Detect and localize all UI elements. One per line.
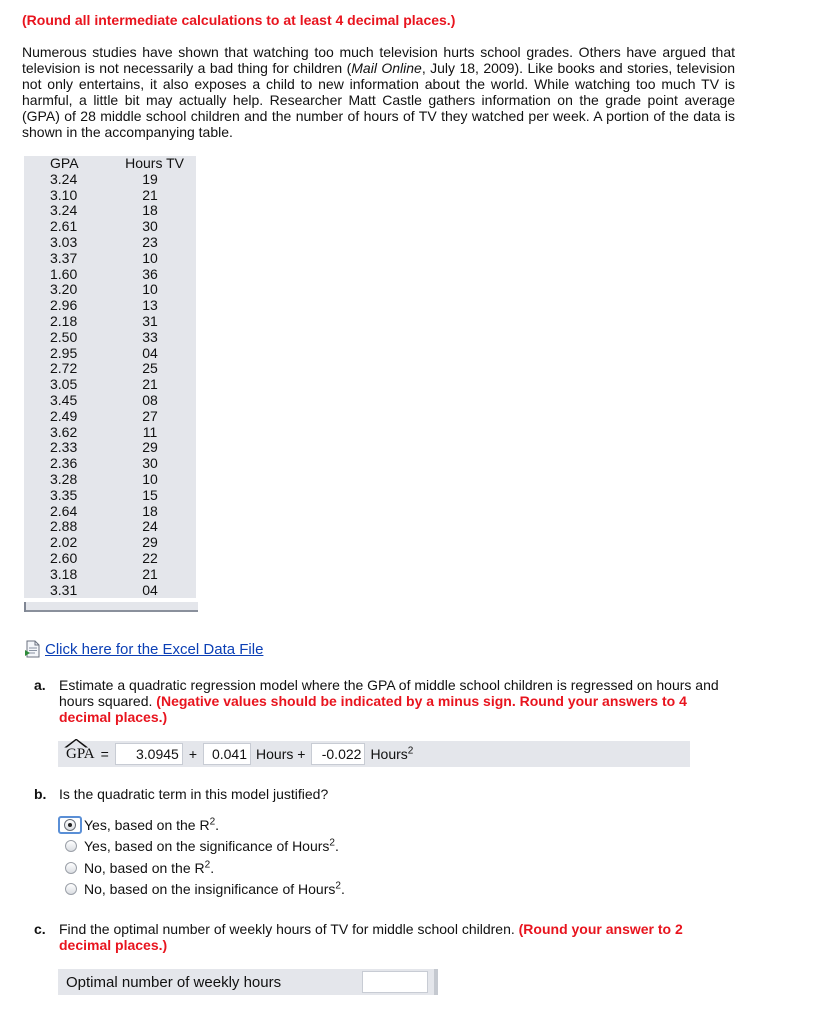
- table-row: [24, 583, 196, 599]
- option-label-sup: 2: [204, 859, 211, 871]
- hours-cell: 21: [104, 567, 196, 583]
- gpa-cell: 3.24: [24, 172, 104, 188]
- intro-source: Mail Online: [351, 60, 422, 76]
- hours-cell: 29: [104, 535, 196, 551]
- radio-wrapper: [58, 862, 82, 874]
- hours-cell: 23: [104, 235, 196, 251]
- optimal-hours-label: Optimal number of weekly hours: [66, 973, 282, 991]
- table-row: [24, 330, 196, 346]
- table-row: [24, 567, 196, 583]
- table-row: [24, 314, 196, 330]
- table-row: [24, 393, 196, 409]
- option-yes-significance[interactable]: [58, 836, 345, 858]
- table-row: [24, 235, 196, 251]
- table-row: [24, 409, 196, 425]
- hours-cell: 10: [104, 282, 196, 298]
- table-header-row: [24, 156, 196, 172]
- radio-button[interactable]: [65, 862, 77, 874]
- gpa-cell: 2.64: [24, 504, 104, 520]
- table-row: [24, 488, 196, 504]
- data-table: [24, 156, 196, 598]
- hours-cell: 29: [104, 440, 196, 456]
- question-c-text: Find the optimal number of weekly hours of TV for middle school children.: [59, 921, 515, 937]
- option-label-tail: .: [215, 816, 220, 833]
- hours-squared-term: [370, 746, 413, 762]
- gpa-cell: 2.72: [24, 361, 104, 377]
- question-b: [34, 786, 736, 802]
- hours-cell: 11: [104, 425, 196, 441]
- gpa-cell: 3.18: [24, 567, 104, 583]
- table-row: [24, 504, 196, 520]
- hours-cell: 33: [104, 330, 196, 346]
- table-row: [24, 535, 196, 551]
- option-label-sup: 2: [209, 816, 216, 828]
- radio-button[interactable]: [65, 840, 77, 852]
- gpa-cell: 3.35: [24, 488, 104, 504]
- hours-cell: 10: [104, 472, 196, 488]
- rounding-instruction: (Round all intermediate calculations to at least 4 decimal places.): [22, 12, 456, 28]
- gpa-cell: 3.05: [24, 377, 104, 393]
- table-row: [24, 219, 196, 235]
- hours-cell: 22: [104, 551, 196, 567]
- column-header-gpa: GPA: [24, 156, 104, 172]
- option-no-r-squared[interactable]: [58, 857, 345, 879]
- gpa-cell: 2.60: [24, 551, 104, 567]
- table-row: [24, 188, 196, 204]
- hours-squared-coefficient-input[interactable]: -0.022: [311, 743, 365, 765]
- option-label-tail: .: [334, 838, 339, 855]
- gpa-cell: 2.36: [24, 456, 104, 472]
- hours-cell: 18: [104, 203, 196, 219]
- hours-cell: 30: [104, 456, 196, 472]
- table-row: [24, 298, 196, 314]
- gpa-cell: 2.61: [24, 219, 104, 235]
- option-label: [84, 817, 219, 833]
- question-a-text: Estimate a quadratic regression model where the GPA of middle school children is regressed on hours and hours squared.: [59, 677, 719, 709]
- hours-squared-label: Hours: [370, 746, 408, 762]
- intro-text-2: , July 18, 2009). Like books and stories, television not only entertains, it also exposes a child to new information about the world. While watching too much TV is harmful, a little bit may actually help. Researcher Matt Castle gathers information on the grade point average (GPA) of 28 middle school children and the number of hours of TV they watched per week. A portion of the data is shown in the accompanying table.: [22, 60, 736, 140]
- document-icon: [24, 640, 42, 658]
- gpa-cell: 2.18: [24, 314, 104, 330]
- gpa-cell: 2.96: [24, 298, 104, 314]
- option-yes-r-squared[interactable]: [58, 814, 345, 836]
- gpa-cell: 3.37: [24, 251, 104, 267]
- radio-wrapper: [58, 883, 82, 895]
- option-label: [84, 838, 339, 854]
- question-c-note: (Round your answer to 2 decimal places.): [59, 921, 683, 953]
- option-label-text: No, based on the insignificance of Hours: [84, 881, 336, 898]
- question-a: [34, 677, 736, 725]
- table-row: [24, 472, 196, 488]
- plus-sign: +: [188, 746, 198, 762]
- gpa-cell: 2.88: [24, 519, 104, 535]
- option-label-tail: .: [340, 881, 345, 898]
- excel-data-file-link[interactable]: [24, 640, 263, 658]
- hours-cell: 15: [104, 488, 196, 504]
- hours-cell: 25: [104, 361, 196, 377]
- gpa-cell: 3.24: [24, 203, 104, 219]
- question-c-letter: c.: [34, 921, 46, 937]
- table-footer-bar: [24, 602, 198, 612]
- table-row: [24, 172, 196, 188]
- hours-cell: 21: [104, 188, 196, 204]
- hours-cell: 10: [104, 251, 196, 267]
- option-label-tail: .: [210, 859, 215, 876]
- table-row: [24, 551, 196, 567]
- table-row: [24, 203, 196, 219]
- excel-link-label[interactable]: Click here for the Excel Data File: [45, 640, 264, 658]
- hours-cell: 13: [104, 298, 196, 314]
- option-label-sup: 2: [329, 837, 335, 849]
- option-label: [84, 881, 345, 897]
- question-a-note: (Negative values should be indicated by a minus sign. Round your answers to 4 decimal places.): [59, 693, 687, 725]
- squared-exponent: 2: [407, 745, 414, 757]
- option-label-text: Yes, based on the R: [84, 816, 210, 833]
- table-row: [24, 425, 196, 441]
- question-b-text: Is the quadratic term in this model justified?: [59, 786, 329, 802]
- table-row: [24, 456, 196, 472]
- hours-coefficient-input[interactable]: 0.041: [203, 743, 251, 765]
- question-c: [34, 921, 736, 953]
- hours-cell: 19: [104, 172, 196, 188]
- equals-sign: =: [100, 746, 109, 762]
- hours-cell: 08: [104, 393, 196, 409]
- option-label-text: Yes, based on the significance of Hours: [84, 838, 330, 855]
- intro-text-1: Numerous studies have shown that watching too much television hurts school grades. Others have argued that television is not necessarily a bad thing for children (: [22, 44, 735, 76]
- hours-cell: 24: [104, 519, 196, 535]
- radio-button[interactable]: [65, 883, 77, 895]
- gpa-cell: 3.31: [24, 583, 104, 599]
- question-b-letter: b.: [34, 786, 47, 802]
- hours-cell: 18: [104, 504, 196, 520]
- table-row: [24, 267, 196, 283]
- optimal-hours-row: [58, 969, 438, 995]
- hours-cell: 36: [104, 267, 196, 283]
- table-row: [24, 282, 196, 298]
- table-row: [24, 251, 196, 267]
- gpa-cell: 2.33: [24, 440, 104, 456]
- gpa-cell: 2.02: [24, 535, 104, 551]
- gpa-cell: 3.10: [24, 188, 104, 204]
- question-a-letter: a.: [34, 677, 46, 693]
- intercept-input[interactable]: 3.0945: [115, 743, 183, 765]
- problem-intro: [22, 44, 735, 140]
- option-label-text: No, based on the R: [84, 859, 205, 876]
- hours-term: Hours +: [256, 746, 306, 762]
- hours-cell: 27: [104, 409, 196, 425]
- focus-frame: [58, 816, 82, 834]
- gpa-cell: 3.20: [24, 282, 104, 298]
- column-header-hours: Hours TV: [104, 156, 196, 172]
- table-row: [24, 519, 196, 535]
- gpa-cell: 3.45: [24, 393, 104, 409]
- table-row: [24, 346, 196, 362]
- gpa-cell: 2.49: [24, 409, 104, 425]
- hours-cell: 21: [104, 377, 196, 393]
- table-row: [24, 440, 196, 456]
- gpa-cell: 3.62: [24, 425, 104, 441]
- option-label: [84, 860, 214, 876]
- gpa-hat-label: ^ GPA: [66, 746, 95, 763]
- gpa-cell: 2.95: [24, 346, 104, 362]
- hours-cell: 31: [104, 314, 196, 330]
- gpa-cell: 3.28: [24, 472, 104, 488]
- option-no-insignificance[interactable]: [58, 879, 345, 901]
- quadratic-justification-options: [58, 814, 345, 900]
- gpa-cell: 1.60: [24, 267, 104, 283]
- radio-button[interactable]: [64, 819, 76, 831]
- optimal-hours-input[interactable]: [362, 971, 428, 993]
- table-row: [24, 361, 196, 377]
- regression-equation: [58, 741, 690, 767]
- hours-cell: 04: [104, 583, 196, 599]
- table-row: [24, 377, 196, 393]
- gpa-cell: 2.50: [24, 330, 104, 346]
- radio-wrapper: [58, 840, 82, 852]
- option-label-sup: 2: [335, 880, 341, 892]
- hours-cell: 04: [104, 346, 196, 362]
- hours-cell: 30: [104, 219, 196, 235]
- gpa-cell: 3.03: [24, 235, 104, 251]
